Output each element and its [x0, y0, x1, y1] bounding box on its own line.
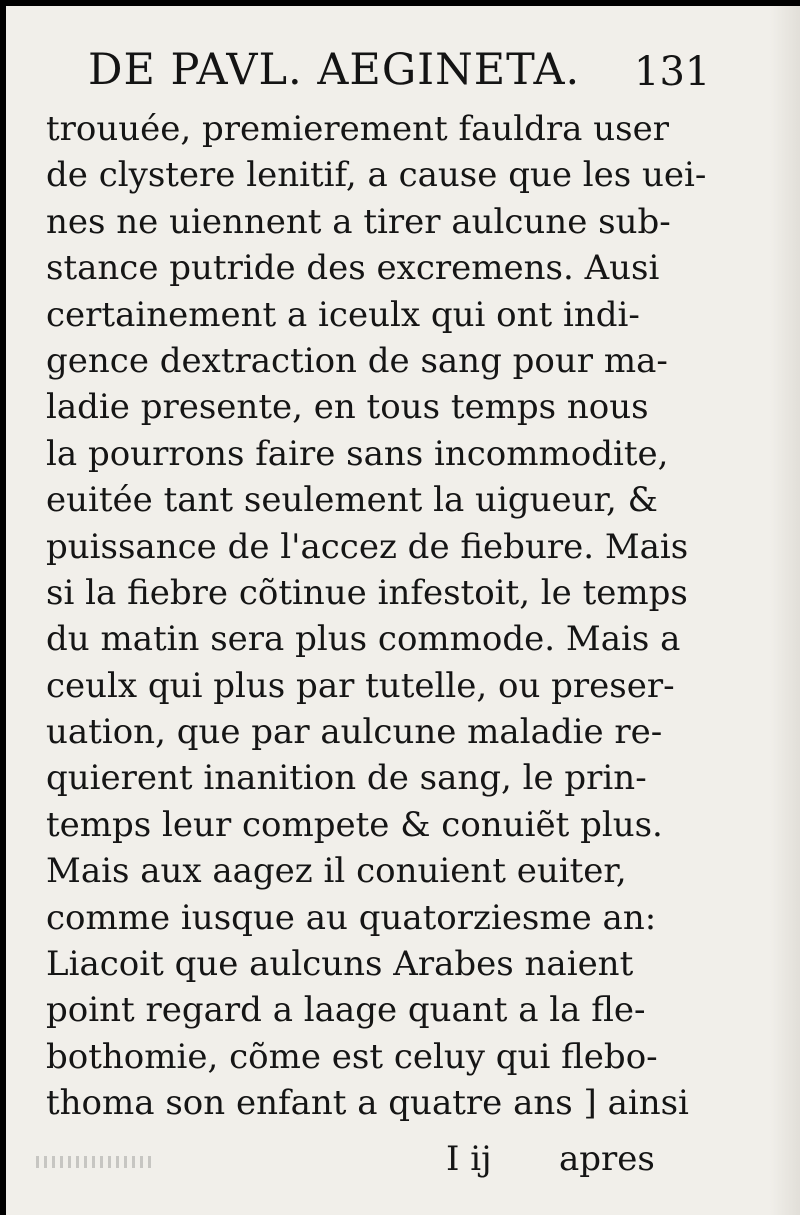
running-head: DE PAVL. AEGINETA.: [88, 45, 581, 95]
page-header: [88, 42, 711, 102]
signature-mark: I ij: [446, 1139, 492, 1179]
text-line: uation, que par aulcune maladie re-: [46, 712, 663, 753]
text-line: bothomie, cõme est celuy qui flebo-: [46, 1036, 658, 1077]
text-line: thoma son enfant a quatre ans ] ainsi: [46, 1083, 689, 1124]
body-text: [46, 106, 707, 1127]
text-line: ladie presente, en tous temps nous: [46, 387, 649, 428]
text-line: ceulx qui plus par tutelle, ou preser-: [46, 665, 675, 706]
page-footer: [6, 1136, 655, 1182]
text-line: quierent inanition de sang, le prin-: [46, 758, 647, 799]
text-line: du matin sera plus commode. Mais a: [46, 619, 681, 660]
text-line: Mais aux aagez il conuient euiter,: [46, 851, 627, 892]
text-line: si la fiebre cõtinue infestoit, le temps: [46, 572, 688, 613]
text-line: point regard a laage quant a la fle-: [46, 990, 646, 1031]
text-line: comme iusque au quatorziesme an:: [46, 897, 657, 938]
text-line: trouuée, premierement fauldra user: [46, 109, 669, 149]
text-line: stance putride des excremens. Ausi: [46, 248, 660, 289]
text-line: puissance de l'accez de fiebure. Mais: [46, 526, 689, 567]
text-line: temps leur compete & conuiẽt plus.: [46, 804, 663, 845]
text-line: certainement a iceulx qui ont indi-: [46, 294, 640, 335]
page-number: 131: [634, 49, 711, 95]
text-line: de clystere lenitif, a cause que les uei-: [46, 155, 707, 196]
text-line: gence dextraction de sang pour ma-: [46, 340, 668, 381]
text-line: euitée tant seulement la uigueur, &: [46, 480, 658, 521]
text-line: nes ne uiennent a tirer aulcune sub-: [46, 201, 671, 242]
text-line: Liacoit que aulcuns Arabes naient: [46, 944, 634, 985]
text-line: la pourrons faire sans incommodite,: [46, 433, 669, 474]
catchword: apres: [559, 1139, 655, 1179]
book-page: [6, 6, 800, 1215]
